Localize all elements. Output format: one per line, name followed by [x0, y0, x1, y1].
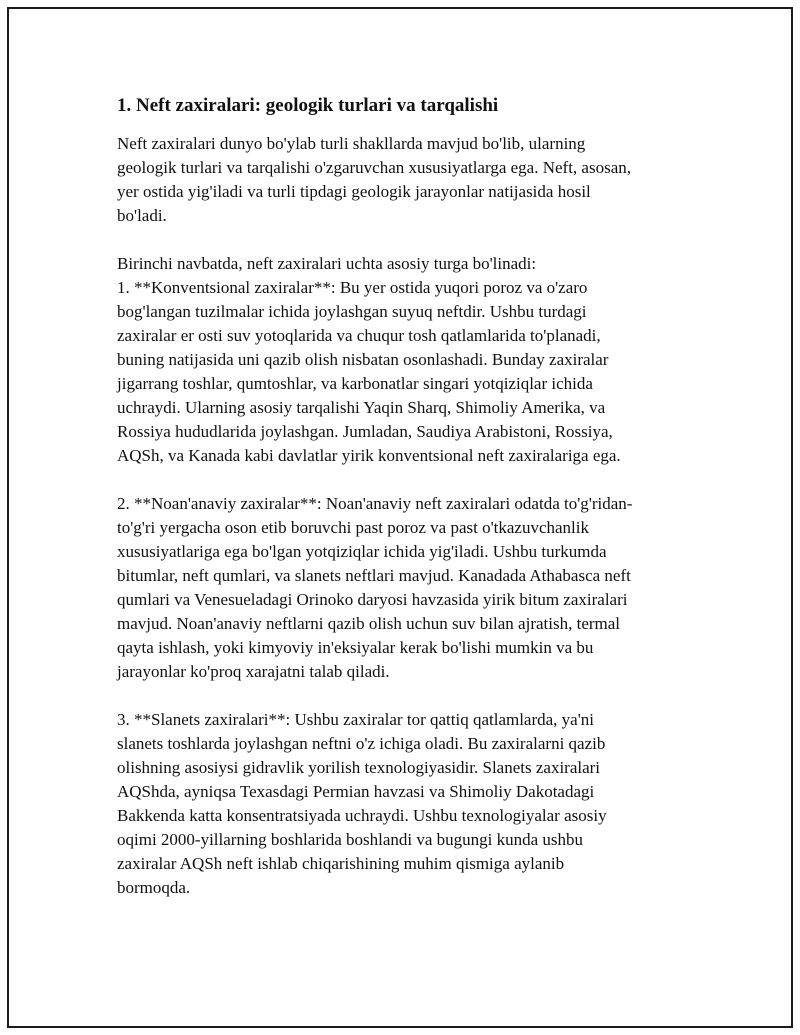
- text-line: yer ostida yig'iladi va turli tipdagi geologik jarayonlar natijasida hosil: [117, 182, 591, 201]
- text-line: qayta ishlash, yoki kimyoviy in'eksiyalar kerak bo'lishi mumkin va bu: [117, 638, 594, 657]
- text-line: bitumlar, neft qumlari, va slanets neftlari mavjud. Kanadada Athabasca neft: [117, 566, 631, 585]
- text-line: 2. **Noan'anaviy zaxiralar**: Noan'anaviy neft zaxiralari odatda to'g'ridan-: [117, 494, 633, 513]
- text-line: qumlari va Venesueladagi Orinoko daryosi havzasida yirik bitum zaxiralari: [117, 590, 628, 609]
- text-line: jarayonlar ko'proq xarajatni talab qiladi.: [117, 662, 390, 681]
- text-line: uchraydi. Ularning asosiy tarqalishi Yaqin Sharq, Shimoliy Amerika, va: [117, 398, 606, 417]
- text-line: to'g'ri yergacha oson etib boruvchi past poroz va past o'tkazuvchanlik: [117, 518, 589, 537]
- text-line: Bakkenda katta konsentratsiyada uchraydi. Ushbu texnologiyalar asosiy: [117, 806, 607, 825]
- paragraph-unconventional: [117, 492, 677, 684]
- text-line: slanets toshlarda joylashgan neftni o'z ichiga oladi. Bu zaxiralarni qazib: [117, 734, 606, 753]
- text-line: AQShda, ayniqsa Texasdagi Permian havzasi va Shimoliy Dakotadagi: [117, 782, 595, 801]
- paragraph-conventional: [117, 252, 677, 468]
- text-line: jigarrang toshlar, qumtoshlar, va karbonatlar singari yotqiziqlar ichida: [117, 374, 593, 393]
- text-line: AQSh, va Kanada kabi davlatlar yirik konventsional neft zaxiralariga ega.: [117, 446, 621, 465]
- text-line: Birinchi navbatda, neft zaxiralari uchta asosiy turga bo'linadi:: [117, 254, 537, 273]
- text-line: oqimi 2000-yillarning boshlarida boshlandi va bugungi kunda ushbu: [117, 830, 584, 849]
- paragraph-intro: [117, 132, 677, 228]
- text-line: 1. **Konventsional zaxiralar**: Bu yer ostida yuqori poroz va o'zaro: [117, 278, 588, 297]
- text-line: bo'ladi.: [117, 206, 167, 225]
- section-heading: 1. Neft zaxiralari: geologik turlari va tarqalishi: [117, 95, 499, 116]
- text-line: buning natijasida uni qazib olish nisbatan osonlashadi. Bunday zaxiralar: [117, 350, 609, 369]
- document-body: [117, 94, 677, 924]
- text-line: zaxiralar er osti suv yotoqlarida va chuqur tosh qatlamlarida to'planadi,: [117, 326, 601, 345]
- text-line: zaxiralar AQSh neft ishlab chiqarishining muhim qismiga aylanib: [117, 854, 565, 873]
- text-line: olishning asosiysi gidravlik yorilish texnologiyasidir. Slanets zaxiralari: [117, 758, 601, 777]
- text-line: 3. **Slanets zaxiralari**: Ushbu zaxiralar tor qattiq qatlamlarda, ya'ni: [117, 710, 595, 729]
- text-line: mavjud. Noan'anaviy neftlarni qazib olish uchun suv bilan ajratish, termal: [117, 614, 621, 633]
- text-line: Rossiya hududlarida joylashgan. Jumladan, Saudiya Arabistoni, Rossiya,: [117, 422, 613, 441]
- paragraph-shale: [117, 708, 677, 900]
- text-line: bormoqda.: [117, 878, 191, 897]
- text-line: Neft zaxiralari dunyo bo'ylab turli shakllarda mavjud bo'lib, ularning: [117, 134, 586, 153]
- text-line: xususiyatlariga ega bo'lgan yotqiziqlar ichida yig'iladi. Ushbu turkumda: [117, 542, 607, 561]
- text-line: geologik turlari va tarqalishi o'zgaruvchan xususiyatlarga ega. Neft, asosan,: [117, 158, 632, 177]
- text-line: bog'langan tuzilmalar ichida joylashgan suyuq neftdir. Ushbu turdagi: [117, 302, 587, 321]
